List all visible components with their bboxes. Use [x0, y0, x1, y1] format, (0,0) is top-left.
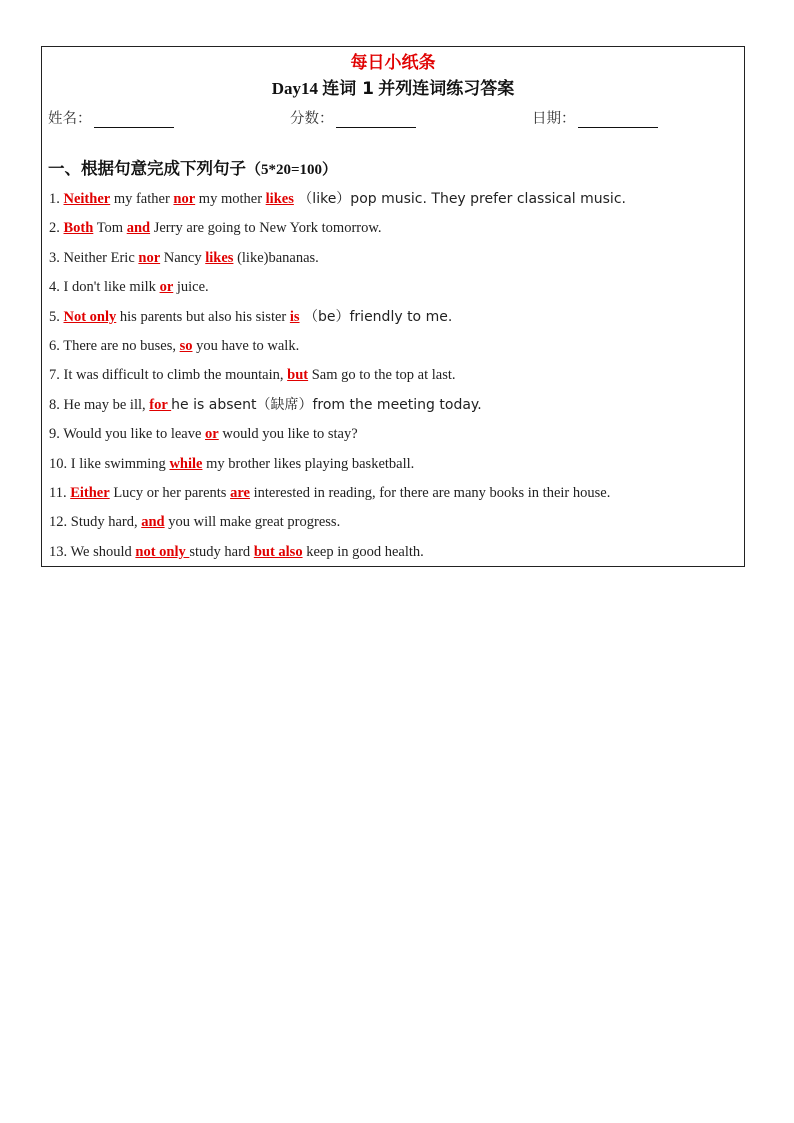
question-item — [49, 391, 738, 420]
question-item — [49, 361, 738, 390]
question-text: his parents but also his sister — [116, 308, 290, 325]
section-score: （5*20=100） — [246, 162, 338, 178]
answer-blank: are — [230, 484, 250, 501]
question-text: interested in reading, for there are many books in their house. — [249, 484, 611, 501]
question-text: 13. We should — [49, 543, 136, 560]
question-text: 6. There are no buses, — [49, 337, 180, 354]
question-text: （like）pop music. They prefer classical music. — [293, 191, 626, 207]
question-item — [49, 185, 738, 214]
answer-blank: likes — [265, 191, 294, 207]
answer-blank: while — [169, 455, 203, 472]
question-text: he is absent（缺席）from the meeting today. — [171, 396, 482, 413]
question-item — [49, 479, 738, 508]
question-text: would you like to stay? — [218, 426, 358, 443]
answer-blank: and — [141, 514, 165, 531]
name-label: 姓名： — [48, 111, 92, 127]
info-fields — [42, 107, 744, 129]
answer-blank: Not only — [63, 308, 117, 325]
date-label: 日期： — [532, 111, 576, 127]
day-number: Day14 — [271, 79, 319, 98]
question-text: Nancy — [160, 249, 206, 266]
question-item — [49, 508, 738, 537]
question-text: (like)bananas. — [233, 249, 319, 266]
question-text: Jerry are going to New York tomorrow. — [150, 220, 382, 237]
question-text: 5. — [49, 308, 64, 325]
question-item — [49, 538, 738, 567]
question-item — [49, 303, 738, 332]
answer-blank: Either — [70, 484, 110, 501]
answer-blank: and — [126, 220, 151, 237]
worksheet-title — [42, 79, 744, 99]
score-label: 分数： — [290, 111, 334, 127]
question-text: my mother — [195, 191, 266, 207]
title-subtitle: 并列连词练习答案 — [378, 79, 515, 99]
question-text: 10. I like swimming — [49, 455, 170, 472]
answer-blank: but also — [253, 543, 303, 560]
question-item — [49, 244, 738, 273]
name-blank[interactable] — [94, 111, 174, 128]
answer-blank: or — [159, 279, 174, 296]
answer-blank: nor — [138, 249, 161, 266]
question-item — [49, 214, 738, 243]
worksheet-frame — [41, 46, 745, 567]
name-field — [48, 107, 174, 128]
question-item — [49, 450, 738, 479]
answer-blank: likes — [205, 249, 234, 266]
question-text: Sam go to the top at last. — [308, 367, 456, 384]
question-text: study hard — [189, 543, 254, 560]
question-text: you have to walk. — [192, 337, 300, 354]
question-text: 4. I don't like milk — [49, 279, 160, 296]
date-field — [532, 107, 658, 128]
question-item — [49, 273, 738, 302]
question-text: （be）friendly to me. — [299, 308, 453, 325]
question-text: 7. It was difficult to climb the mountain, — [49, 367, 288, 384]
question-text: 11. — [49, 484, 71, 501]
answer-blank: nor — [173, 191, 196, 207]
question-text: 3. Neither Eric — [49, 249, 139, 266]
question-list — [49, 185, 738, 567]
question-text: Tom — [93, 220, 127, 237]
section-heading — [48, 155, 337, 179]
question-text: keep in good health. — [302, 543, 424, 560]
score-field — [290, 107, 416, 128]
answer-blank: for — [149, 396, 172, 413]
answer-blank: or — [205, 426, 219, 443]
worksheet-series-title: 每日小纸条 — [350, 53, 436, 73]
answer-blank: Neither — [63, 191, 111, 207]
question-text: you will make great progress. — [164, 514, 341, 531]
answer-blank: Both — [63, 220, 94, 237]
date-blank[interactable] — [578, 111, 658, 128]
answer-blank: but — [287, 367, 309, 384]
question-text: my father — [110, 191, 174, 207]
score-blank[interactable] — [336, 111, 416, 128]
question-text: juice. — [173, 279, 209, 296]
question-text: 8. He may be ill, — [49, 396, 150, 413]
question-item — [49, 420, 738, 449]
question-item — [49, 332, 738, 361]
answer-blank: so — [179, 337, 193, 354]
section-title: 一、根据句意完成下列句子 — [48, 159, 246, 178]
question-text: 2. — [49, 220, 64, 237]
question-text: 1. — [49, 191, 64, 207]
question-text: Lucy or her parents — [109, 484, 231, 501]
question-text: my brother likes playing basketball. — [202, 455, 415, 472]
topic-label: 连词 1 — [322, 79, 375, 99]
question-text: 9. Would you like to leave — [49, 426, 206, 443]
answer-blank: is — [289, 308, 300, 325]
question-text: 12. Study hard, — [49, 514, 142, 531]
answer-blank: not only — [135, 543, 190, 560]
